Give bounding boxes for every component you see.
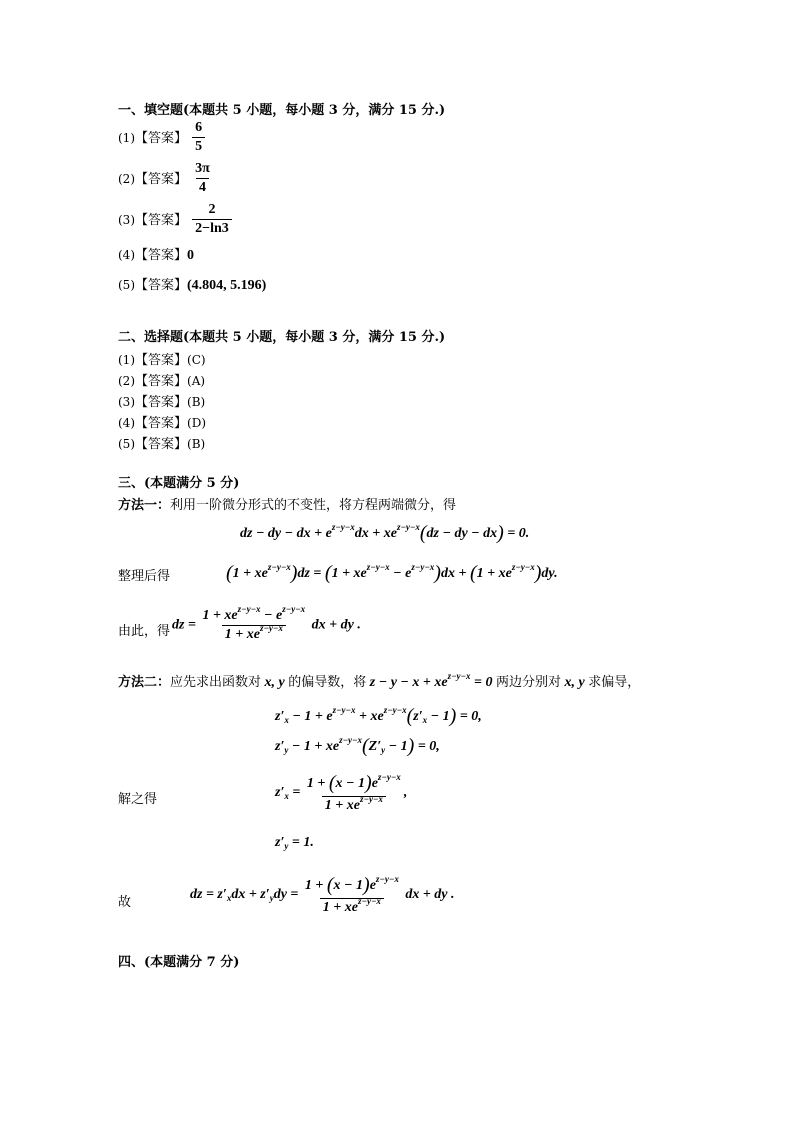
fill-answer-1	[118, 120, 205, 155]
choice-answer-5: (5)【答案】(B)	[118, 437, 206, 452]
equation-dz: dz = $\frac{1 + xe^{z-y-x} - e^{z-y-x}}{1 + xe^{z-y-x}}$ dx + dy .	[172, 604, 361, 642]
answer-fraction: $\frac{3\pi}{4}$	[195, 161, 210, 195]
method1-line	[118, 494, 456, 513]
section1-title: 一、填空题(本题共 5 小题，每小题 3 分，满分 15 分.)	[118, 103, 446, 118]
section2-title: 二、选择题(本题共 5 小题，每小题 3 分，满分 15 分.)	[118, 330, 446, 345]
equation-rearranged: $(1 + xe^{z-y-x})dz = (1 + xe^{z-y-x} - e^{z-y-x})dx + (1 + xe^{z-y-x})dy$.	[226, 562, 558, 584]
answer-value: 0	[187, 248, 195, 263]
partial-equation-x: $z'_x - 1 + e^{z-y-x} + xe^{z-y-x}(z'_x - 1) = 0$,	[275, 705, 482, 727]
method2-label: 方法二：	[118, 675, 171, 690]
method2-line: 方法二：应先求出函数对 x, y 的偏导数，将 $z - y - x + xe^{z-y-x} = 0$ 两边分别对 x, y 求偏导，	[118, 671, 641, 690]
choice-answer-3: (3)【答案】(B)	[118, 395, 206, 410]
therefore-label: 由此，得	[118, 624, 171, 639]
answer-fraction: $\frac{2}{2-\ln 3}$	[192, 202, 232, 237]
answer-label: 【答案】	[135, 213, 188, 228]
item-number: (2)	[118, 172, 135, 186]
fill-answer-2	[118, 161, 213, 196]
choice-answer-1: (1)【答案】(C)	[118, 353, 206, 368]
choice-answer-4: (4)【答案】(D)	[118, 416, 206, 431]
fill-answer-4: (4)【答案】0	[118, 248, 195, 263]
solution-zy: $z'_y = 1$.	[275, 835, 314, 851]
fill-answer-5: (5)【答案】(4.804, 5.196)	[118, 278, 267, 293]
final-dz: dz = $z'_xdx + z'_ydy$ = $\frac{1 + (x - 1)e^{z-y-x}}{1 + xe^{z-y-x}}$ dx + dy .	[190, 874, 455, 915]
choice-answer-2: (2)【答案】(A)	[118, 374, 206, 389]
method1-text: 利用一阶微分形式的不变性，将方程两端微分，得	[170, 498, 457, 513]
solve-label: 解之得	[118, 792, 158, 807]
answer-label: 【答案】	[135, 172, 188, 187]
answer-value: (4.804, 5.196)	[187, 278, 267, 293]
solution-zx: $z'_x$ = $\frac{1 + (x - 1)e^{z-y-x}}{1 + xe^{z-y-x}}$ ,	[275, 772, 408, 813]
section4-title: 四、(本题满分 7 分)	[118, 955, 240, 970]
section3-title: 三、(本题满分 5 分)	[118, 476, 240, 491]
item-number: (1)	[118, 131, 135, 145]
fill-answer-3	[118, 202, 232, 237]
method1-label: 方法一：	[118, 498, 171, 513]
hence-label: 故	[118, 895, 132, 910]
rearranged-label: 整理后得	[118, 569, 171, 584]
item-number: (3)	[118, 213, 135, 227]
equation-differential: dz − dy − dx + $e^{z-y-x}dx + xe^{z-y-x}(dz$ − dy − dx) = 0.	[240, 522, 530, 544]
partial-equation-y: $z'_y - 1 + xe^{z-y-x}(Z'_y - 1) = 0$,	[275, 735, 440, 757]
answer-fraction: $\frac{6}{5}$	[192, 120, 205, 155]
answer-label: 【答案】	[135, 131, 188, 146]
